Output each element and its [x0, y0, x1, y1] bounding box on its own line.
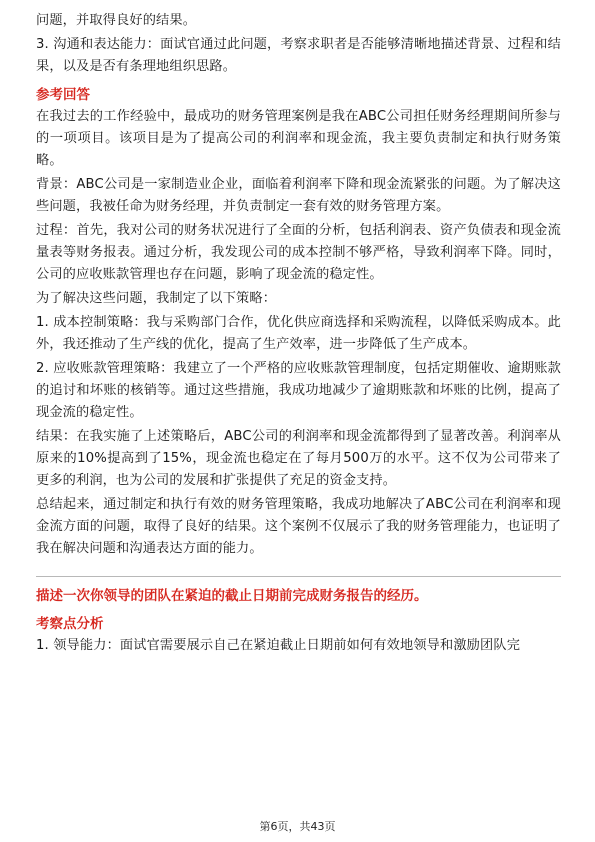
intro-paragraph-1: 问题，并取得良好的结果。: [36, 13, 197, 28]
answer-paragraph: 2. 应收账款管理策略：我建立了一个严格的应收账款管理制度，包括定期催收、逾期账款的追讨和坏账的核销等。通过这些措施，我成功地减少了逾期账款和坏账的比例，提高了现金流的稳定性。: [36, 361, 561, 420]
answer-paragraph: 在我过去的工作经验中，最成功的财务管理案例是我在ABC公司担任财务经理期间所参与的一项项目。该项目是为了提高公司的利润率和现金流，我主要负责制定和执行财务策略。: [36, 109, 561, 168]
answer-paragraph: 1. 成本控制策略：我与采购部门合作，优化供应商选择和采购流程，以降低采购成本。此外，我还推动了生产线的优化，提高了生产效率，进一步降低了生产成本。: [36, 315, 561, 352]
answer-paragraph: 背景：ABC公司是一家制造业企业，面临着利润率下降和现金流紧张的问题。为了解决这些问题，我被任命为财务经理，并负责制定一套有效的财务管理方案。: [36, 177, 561, 214]
intro-paragraph-2: 3. 沟通和表达能力：面试官通过此问题，考察求职者是否能够清晰地描述背景、过程和结果，以及是否有条理地组织思路。: [36, 37, 561, 74]
answer-paragraph: 结果：在我实施了上述策略后，ABC公司的利润率和现金流都得到了显著改善。利润率从原来的10%提高到了15%，现金流也稳定在了每月500万的水平。这不仅为公司带来了更多的利润，也为公司的发展和扩张提供了充足的资金支持。: [36, 429, 561, 488]
page-footer: 第6页，共43页: [259, 820, 336, 833]
analysis-paragraph: 1. 领导能力：面试官需要展示自己在紧迫截止日期前如何有效地领导和激励团队完: [36, 638, 521, 653]
analysis-heading: 考察点分析: [36, 616, 104, 632]
question-heading: 描述一次你领导的团队在紧迫的截止日期前完成财务报告的经历。: [36, 576, 561, 607]
document-page: [36, 10, 561, 659]
answer-paragraph: 总结起来，通过制定和执行有效的财务管理策略，我成功地解决了ABC公司在利润率和现金流方面的问题，取得了良好的结果。这个案例不仅展示了我的财务管理能力，也证明了我在解决问题和沟通表达方面的能力。: [36, 497, 561, 556]
answer-paragraph: 过程：首先，我对公司的财务状况进行了全面的分析，包括利润表、资产负债表和现金流量表等财务报表。通过分析，我发现公司的成本控制不够严格，导致利润率下降。同时，公司的应收账款管理也存在问题，影响了现金流的稳定性。: [36, 223, 561, 282]
reference-answer-heading: 参考回答: [36, 87, 90, 103]
answer-paragraph: 为了解决这些问题，我制定了以下策略：: [36, 291, 277, 306]
